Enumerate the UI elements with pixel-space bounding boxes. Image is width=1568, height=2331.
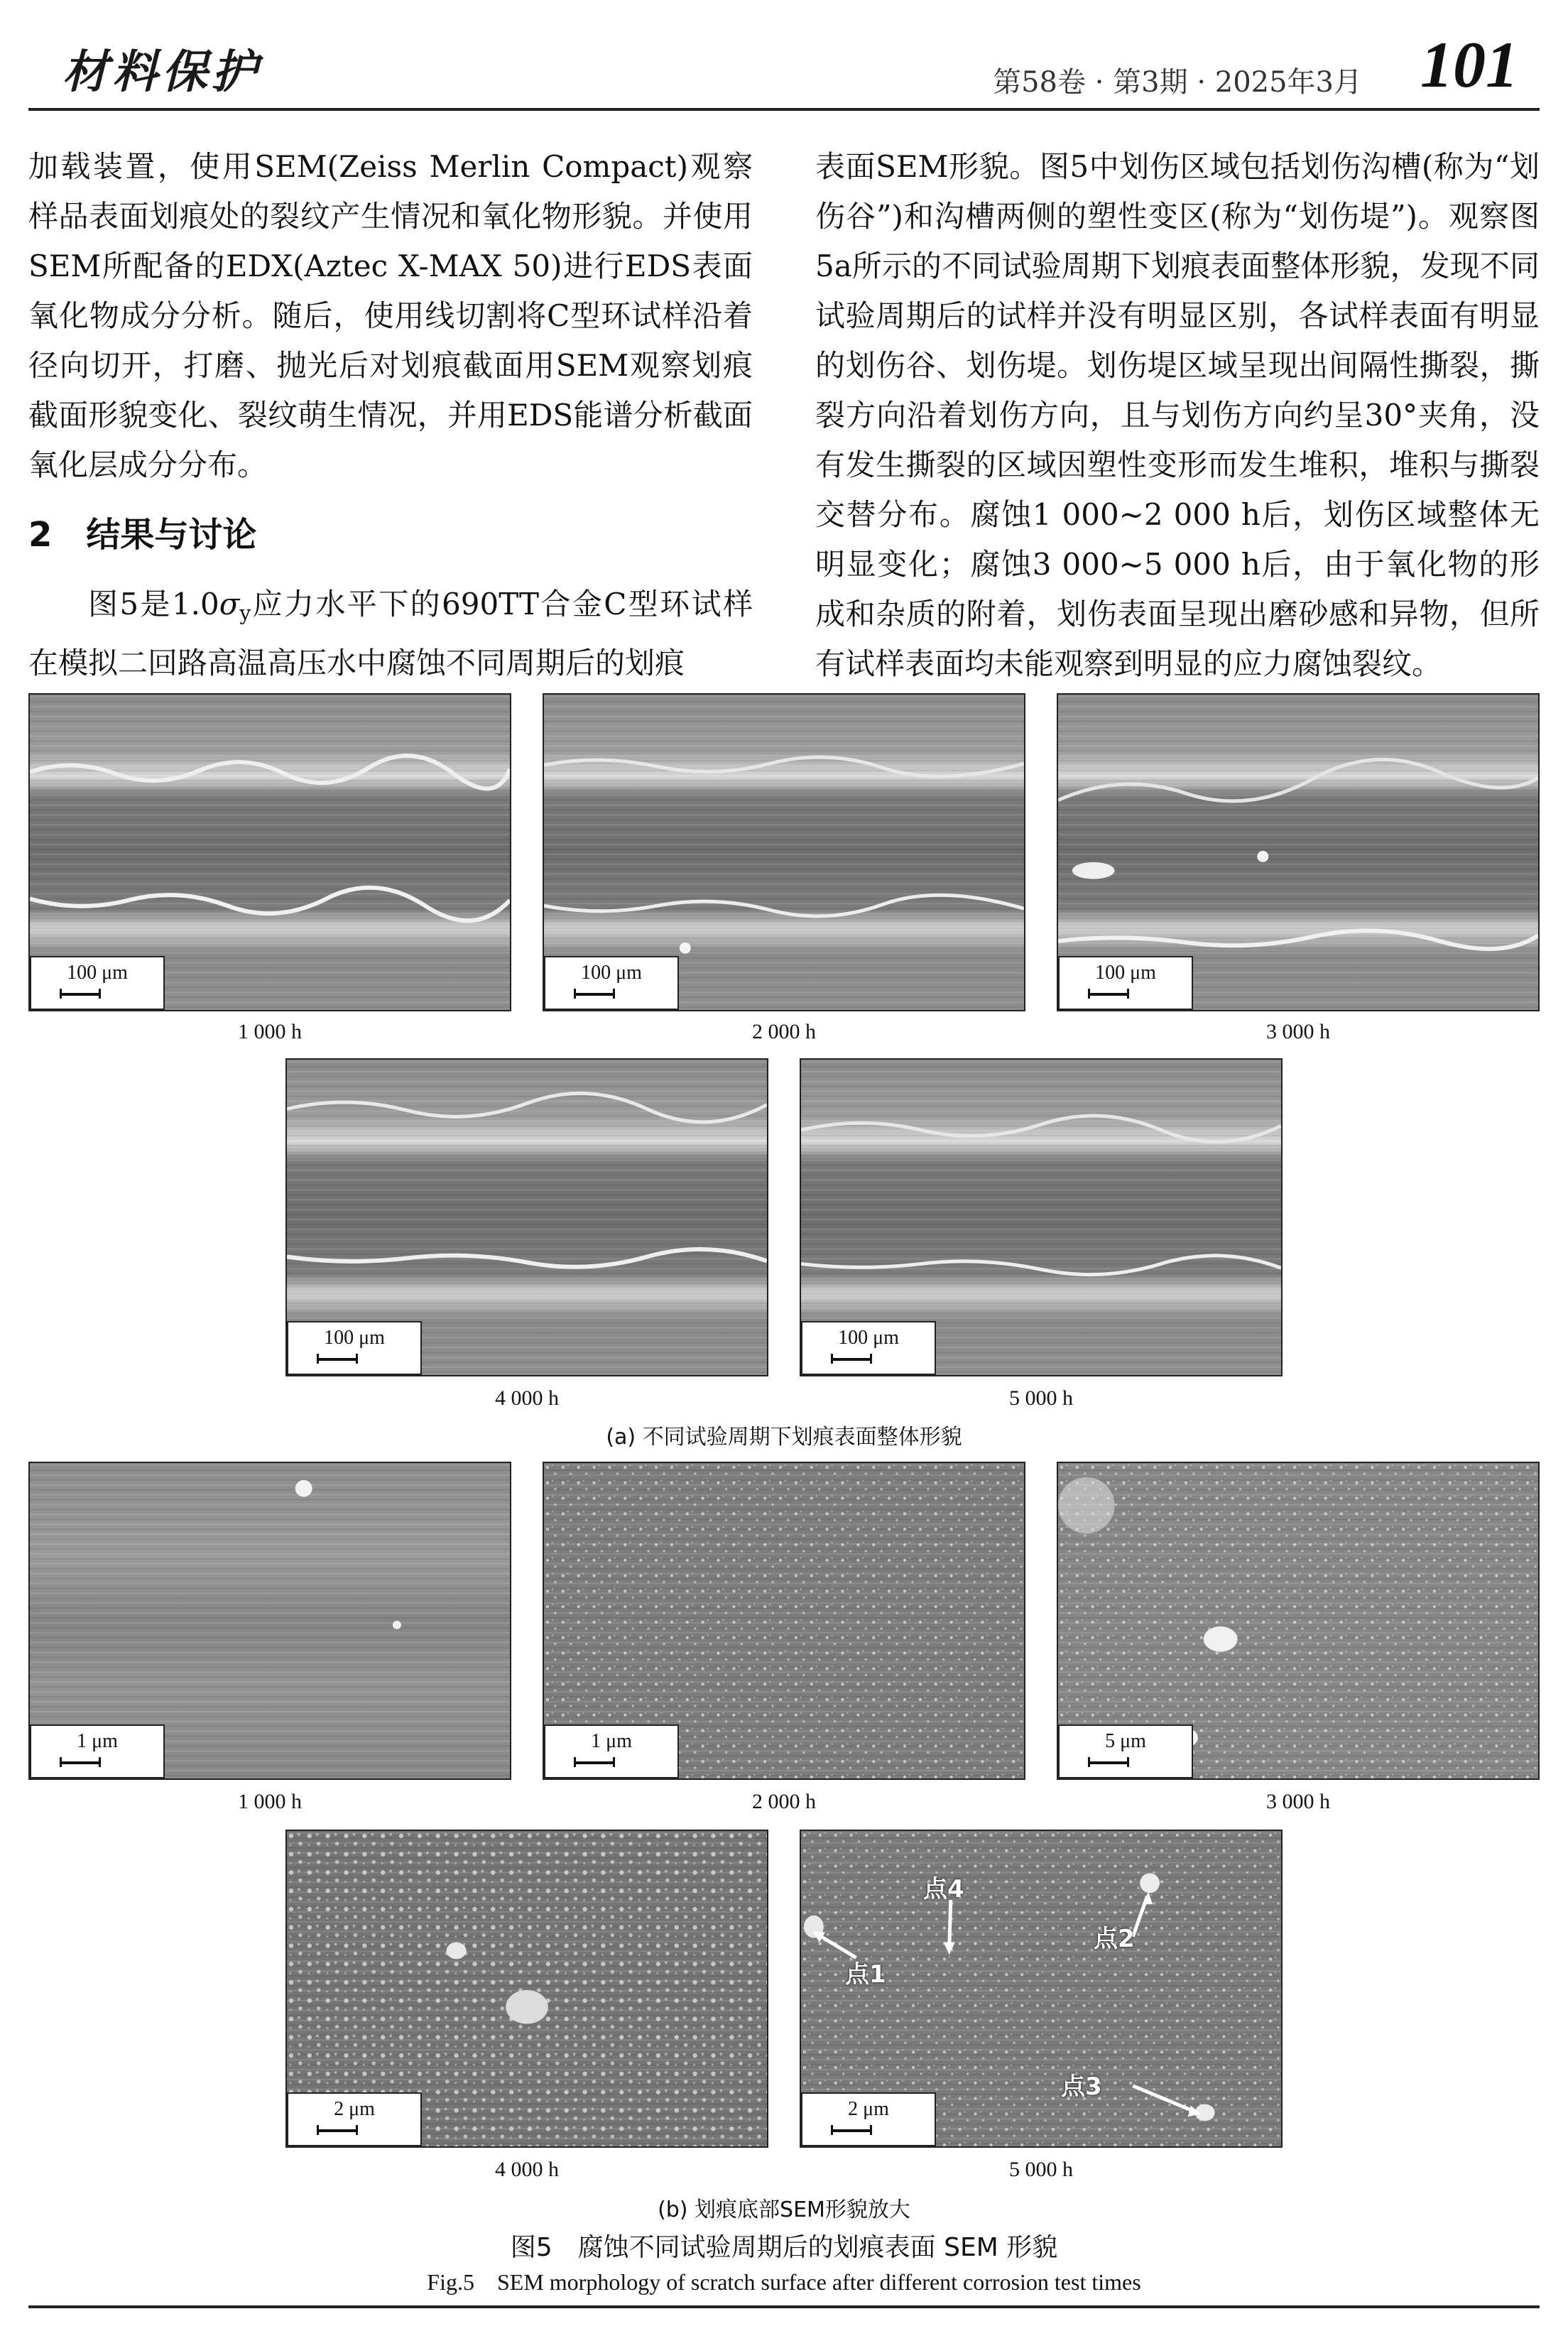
- time-label: 4 000 h: [495, 1386, 559, 1410]
- text-fragment: 应力水平下的690TT合金C型环试样在模拟二回路高温高压水中腐蚀不同周期后的划痕: [28, 587, 753, 680]
- left-column: [28, 142, 753, 688]
- footer-rule: [28, 2305, 1540, 2308]
- sem-image-b-5000h: [800, 1830, 1283, 2148]
- journal-logo: 材料保护: [62, 45, 261, 99]
- sem-image-a-3000h: [1057, 693, 1540, 1011]
- scale-bar: 2 μm: [801, 2092, 936, 2146]
- section-heading: 2 结果与讨论: [28, 515, 257, 555]
- time-label: 2 000 h: [752, 1790, 816, 1813]
- time-label: 1 000 h: [238, 1790, 302, 1813]
- time-label: 1 000 h: [238, 1020, 302, 1043]
- time-label: 3 000 h: [1266, 1020, 1330, 1043]
- right-column: [815, 142, 1540, 689]
- scale-bar: 2 μm: [287, 2092, 422, 2146]
- scale-bar: 5 μm: [1058, 1724, 1193, 1778]
- sem-image-a-1000h: [28, 693, 511, 1011]
- sem-image-b-1000h: [28, 1462, 511, 1780]
- sem-image-a-4000h: [285, 1058, 768, 1376]
- point-label-1: 点1: [845, 1960, 886, 1989]
- scale-bar: 100 μm: [30, 956, 165, 1010]
- sem-image-b-2000h: [543, 1462, 1025, 1780]
- time-label: 4 000 h: [495, 2158, 559, 2181]
- scale-bar: 1 μm: [544, 1724, 679, 1778]
- point-label-4: 点4: [923, 1875, 964, 1903]
- figure-caption-cn: 图5 腐蚀不同试验周期后的划痕表面 SEM 形貌: [510, 2233, 1058, 2262]
- paragraph-results-intro: [28, 580, 753, 688]
- page-number: 101: [1420, 28, 1518, 101]
- paragraph-discussion: 表面SEM形貌。图5中划伤区域包括划伤沟槽(称为“划伤谷”)和沟槽两侧的塑性变区(称为“划伤堤”)。观察图5a所示的不同试验周期下划痕表面整体形貌，发现不同试验周期后的试样并没有明显区别，各试样表面有明显的划伤谷、划伤堤。划伤堤区域呈现出间隔性撕裂，撕裂方向沿着划伤方向，且与划伤方向约呈30°夹角，没有发生撕裂的区域因塑性变形而发生堆积，堆积与撕裂交替分布。腐蚀1 000~2 000 h后，划伤区域整体无明显变化；腐蚀3 000~5 000 h后，由于氧化物的形成和杂质的附着，划伤表面呈现出磨砂感和异物，但所有试样表面均未能观察到明显的应力腐蚀裂纹。: [815, 149, 1540, 681]
- subfigure-caption-b: (b) 划痕底部SEM形貌放大: [658, 2197, 910, 2222]
- scale-bar: 100 μm: [287, 1321, 422, 1375]
- point-label-3: 点3: [1061, 2072, 1102, 2101]
- sem-image-b-4000h: [285, 1830, 768, 2148]
- scale-bar: 100 μm: [1058, 956, 1193, 1010]
- sigma-symbol: σ: [219, 587, 240, 621]
- sigma-subscript: y: [239, 602, 251, 625]
- time-label: 5 000 h: [1009, 2158, 1073, 2181]
- time-label: 5 000 h: [1009, 1386, 1073, 1410]
- issue-info: 第58卷 · 第3期 · 2025年3月: [993, 66, 1362, 99]
- scale-bar: 100 μm: [544, 956, 679, 1010]
- time-label: 2 000 h: [752, 1020, 816, 1043]
- paragraph-methods: 加载装置，使用SEM(Zeiss Merlin Compact)观察样品表面划痕处的裂纹产生情况和氧化物形貌。并使用SEM所配备的EDX(Aztec X-MAX 50)进行EDS表面氧化物成分分析。随后，使用线切割将C型环试样沿着径向切开，打磨、抛光后对划痕截面用SEM观察划痕截面形貌变化、裂纹萌生情况，并用EDS能谱分析截面氧化层成分分布。: [28, 149, 753, 482]
- sem-image-a-2000h: [543, 693, 1025, 1011]
- subfigure-caption-a: (a) 不同试验周期下划痕表面整体形貌: [606, 1425, 962, 1450]
- time-label: 3 000 h: [1266, 1790, 1330, 1813]
- figure-caption-en: Fig.5 SEM morphology of scratch surface after different corrosion test times: [427, 2269, 1141, 2295]
- point-label-2: 点2: [1094, 1925, 1135, 1953]
- header-rule: [28, 108, 1540, 111]
- sem-image-b-3000h: [1057, 1462, 1540, 1780]
- text-fragment: 图5是1.0: [88, 587, 219, 621]
- scale-bar: 1 μm: [30, 1724, 165, 1778]
- scale-bar: 100 μm: [801, 1321, 936, 1375]
- sem-image-a-5000h: [800, 1058, 1283, 1376]
